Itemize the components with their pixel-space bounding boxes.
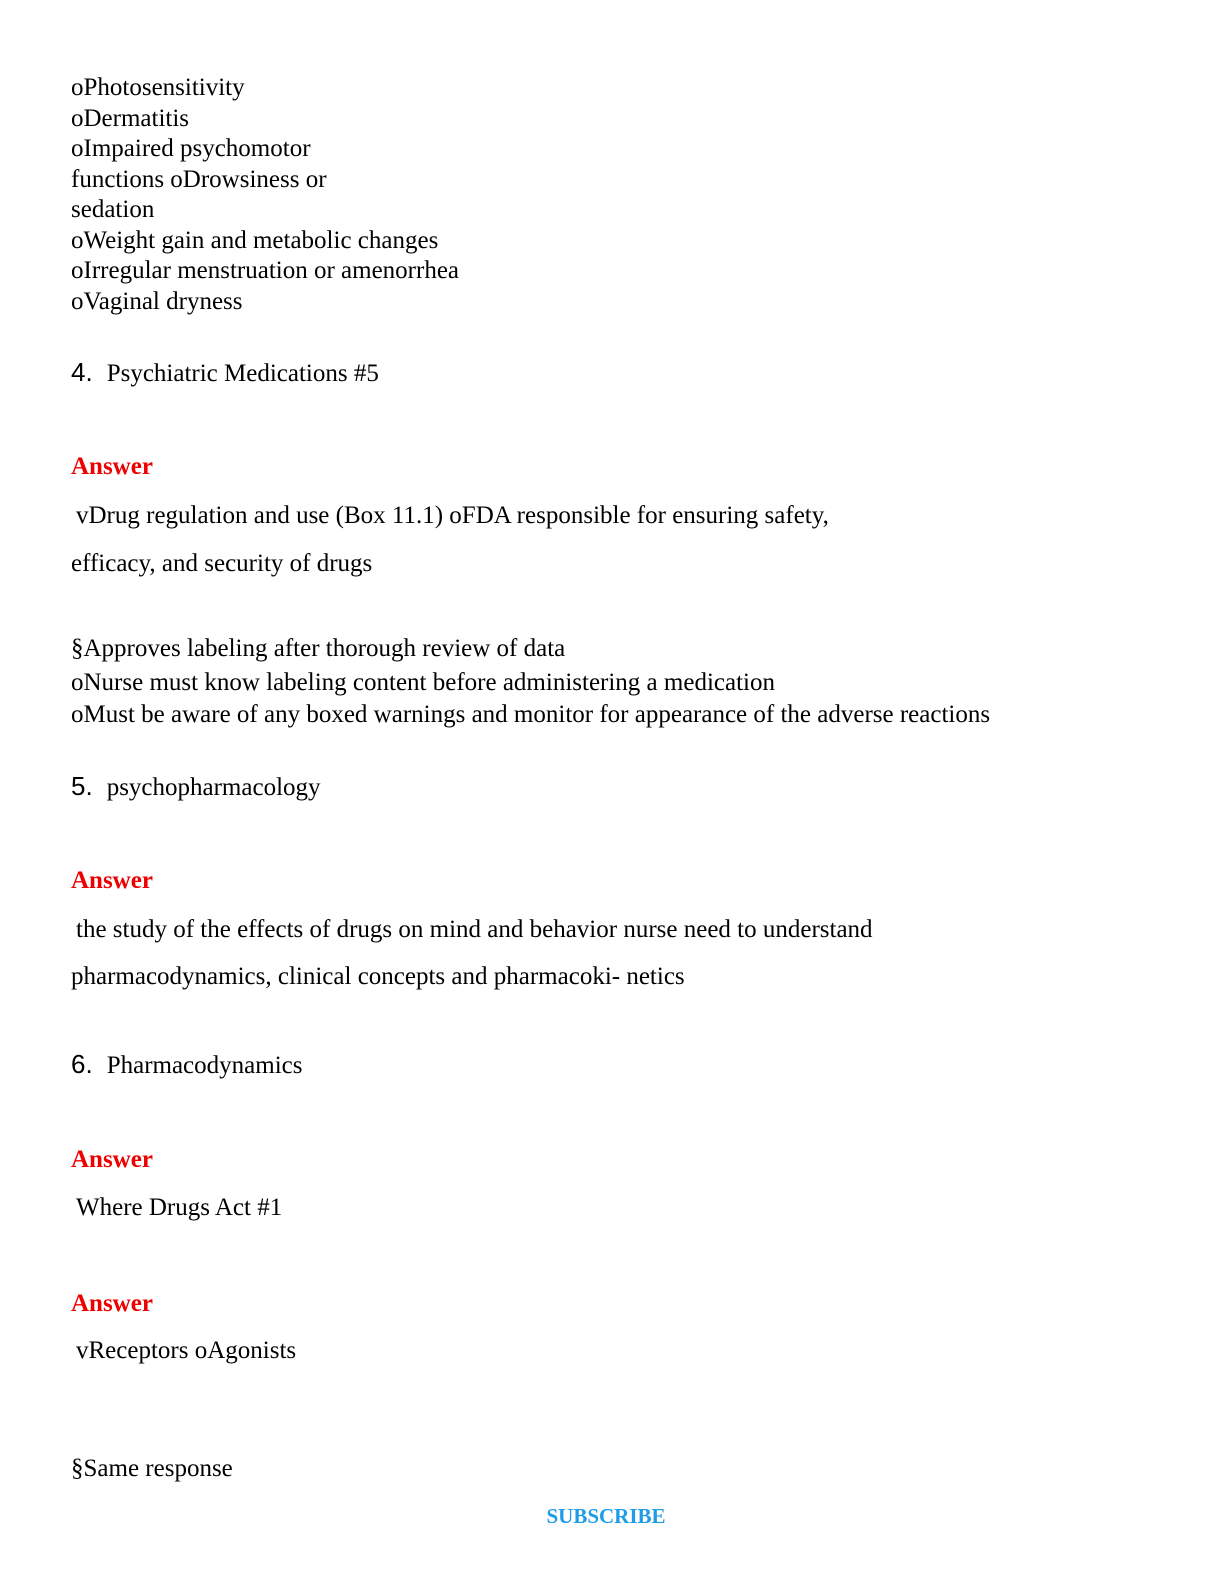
question-title: Psychiatric Medications #5 bbox=[106, 360, 379, 387]
side-effect-item: oVaginal dryness bbox=[71, 288, 243, 315]
answer-text: efficacy, and security of drugs bbox=[71, 550, 373, 577]
side-effect-item: oImpaired psychomotor bbox=[71, 135, 311, 162]
answer-text: vDrug regulation and use (Box 11.1) oFDA responsible for ensuring safety, bbox=[76, 502, 829, 529]
answer-text: vReceptors oAgonists bbox=[76, 1337, 297, 1364]
answer-detail: §Approves labeling after thorough review of data bbox=[71, 635, 566, 662]
question-number: 6. bbox=[71, 1049, 93, 1079]
answer-label: Answer bbox=[71, 1146, 153, 1173]
question-number: 5. bbox=[71, 771, 93, 801]
question-6 bbox=[71, 1049, 302, 1081]
side-effect-item: oIrregular menstruation or amenorrhea bbox=[71, 257, 460, 284]
question-title: Pharmacodynamics bbox=[106, 1052, 303, 1079]
subscribe-link[interactable]: SUBSCRIBE bbox=[546, 1504, 666, 1528]
question-4 bbox=[71, 357, 379, 389]
answer-detail: oMust be aware of any boxed warnings and monitor for appearance of the adverse reactions bbox=[71, 701, 991, 728]
side-effect-item: oPhotosensitivity bbox=[71, 74, 245, 101]
question-number: 4. bbox=[71, 357, 93, 387]
answer-label: Answer bbox=[71, 867, 153, 894]
side-effect-item: oDermatitis bbox=[71, 105, 190, 132]
answer-text: pharmacodynamics, clinical concepts and pharmacoki- netics bbox=[71, 963, 685, 990]
answer-label: Answer bbox=[71, 1290, 153, 1317]
side-effect-item: oWeight gain and metabolic changes bbox=[71, 227, 439, 254]
answer-text: the study of the effects of drugs on mind and behavior nurse need to understand bbox=[76, 916, 873, 943]
side-effect-item: functions oDrowsiness or bbox=[71, 166, 327, 193]
answer-label: Answer bbox=[71, 453, 153, 480]
question-title: psychopharmacology bbox=[106, 774, 321, 801]
answer-detail: oNurse must know labeling content before administering a medication bbox=[71, 669, 775, 696]
answer-text: Where Drugs Act #1 bbox=[76, 1194, 283, 1221]
answer-detail: §Same response bbox=[71, 1455, 233, 1482]
side-effect-item: sedation bbox=[71, 196, 155, 223]
question-5 bbox=[71, 771, 321, 803]
